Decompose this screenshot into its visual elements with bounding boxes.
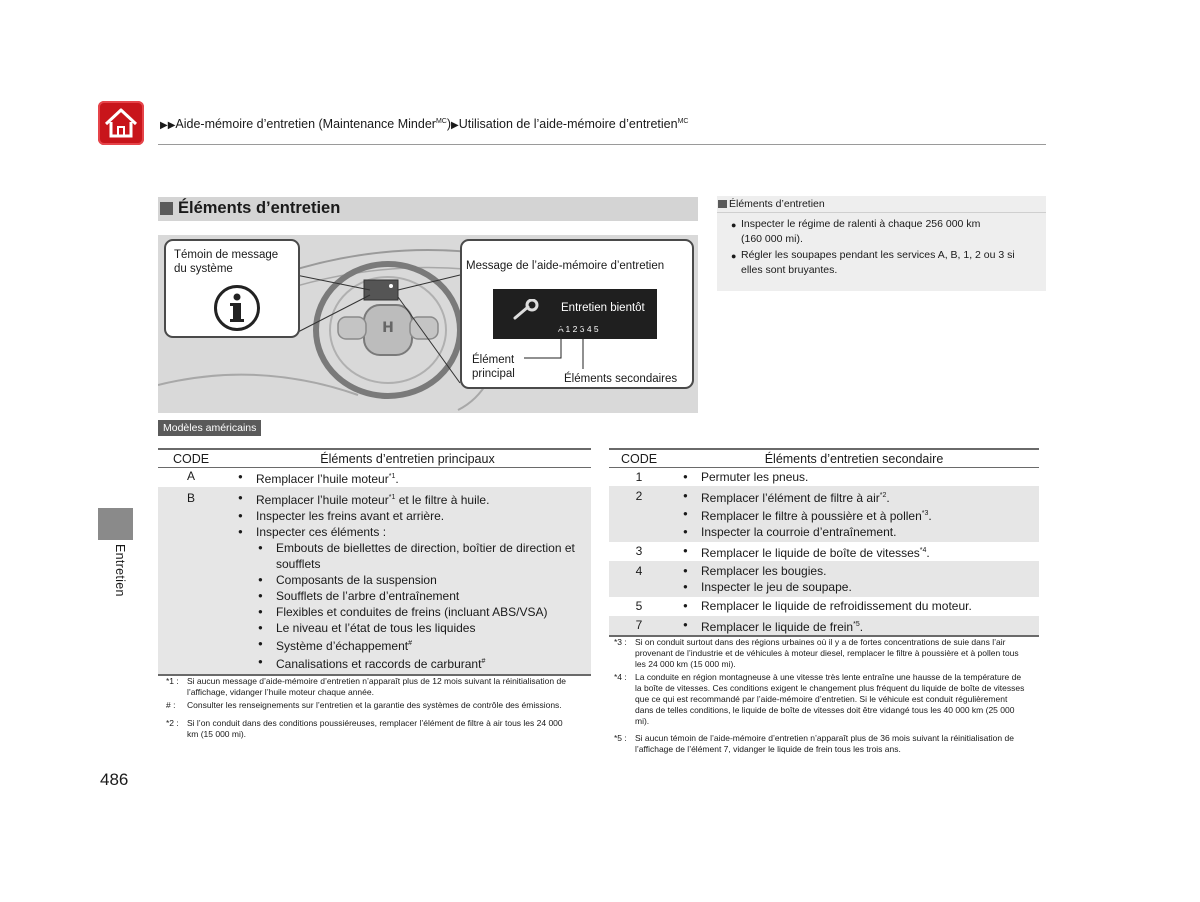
secondary-items-table [609,448,1039,637]
side-note-item: Inspecter le régime de ralenti à chaque 256 000 km (160 000 mi). [741,218,981,245]
list-item: ● Remplacer le liquide de frein$^{*5}$. [669,617,1039,635]
maintenance-message-callout: Message de l’aide-mémoire d’entretien Élément principal Éléments secondaires [460,239,694,389]
bullet-icon: ● [731,251,737,261]
list-item: ● Remplacer l’huile moteur$^{*1}$. [224,469,591,487]
list-item: ● Inspecter les freins avant et arrière. [224,508,591,524]
table-row: 3 ● Remplacer le liquide de boîte de vitesses$^{*4}$. [609,542,1039,561]
table-row: 4 ● Remplacer les bougies. ● Inspecter le jeu de soupape. [609,561,1039,597]
home-icon [98,101,144,145]
header-divider [158,144,1046,145]
chapter-tab-label: Entretien [113,544,127,597]
display-message: Entretien bientôt [561,302,645,314]
svg-text:H: H [382,320,394,336]
breadcrumb-arrow-icon: ▶ [451,120,459,131]
callout-pointer-lines [158,235,698,413]
list-item: ● Remplacer le liquide de refroidissement du moteur. [669,598,1039,614]
note-marker-icon [718,200,727,208]
secondary-items-label: Éléments secondaires [564,373,678,385]
table-row: 2 ● Remplacer l’élément de filtre à air$^{*2}$. ● Remplacer le filtre à poussière et à pollen$^{*3}$. ● Inspecter la courroie d’entraînement. [609,486,1039,542]
column-header-code: CODE [609,449,669,468]
list-item: ● Remplacer l’huile moteur$^{*1}$ et le filtre à huile. [224,490,591,508]
page-number: 486 [100,770,129,789]
table-header-row [158,449,591,468]
list-item: ● Inspecter ces éléments : [224,524,591,540]
models-tag: Modèles américains [158,420,261,436]
sub-list-item: ● Canalisations et raccords de carburant# [224,654,591,672]
sub-list-item: ● Flexibles et conduites de freins (incluant ABS/VSA) [224,604,591,620]
sub-list-item: ● Composants de la suspension [224,572,591,588]
list-item: ● Remplacer le filtre à poussière et à pollen$^{*3}$. [669,506,1039,524]
column-header-items: Éléments d’entretien principaux [224,449,591,468]
display-codes: A 1 2 3 4 5 [558,324,599,334]
bullet-icon: ● [731,220,737,230]
sub-list-item: ● Système d’échappement# [224,636,591,654]
sub-list-item: ● Le niveau et l’état de tous les liquides [224,620,591,636]
section-marker [160,202,173,215]
table-row: 7 ● Remplacer le liquide de frein$^{*5}$. [609,616,1039,636]
home-button[interactable] [98,101,144,145]
breadcrumb[interactable]: ▶▶Aide-mémoire d’entretien (Maintenance Minder$^{MC}$)▶Utilisation de l’aide-mémoire d’entretien$^{MC}$ [160,117,689,131]
list-item: ● Inspecter le jeu de soupape. [669,579,1039,595]
side-note-title: Éléments d’entretien [729,198,825,210]
list-item: ● Remplacer le liquide de boîte de vitesses$^{*4}$. [669,543,1039,561]
side-note-item: Régler les soupapes pendant les services A, B, 1, 2 ou 3 si elles sont bruyantes. [741,249,1015,276]
list-item: ● Remplacer les bougies. [669,563,1039,579]
table-row: B ● Remplacer l’huile moteur$^{*1}$ et le filtre à huile. ● Inspecter les freins avant et arrière. ● Inspecter ces éléments : ● Embouts de biellettes de direction, boîtier de direction et soufflets ● Composants de la suspension ● Soufflets de l’arbre d’entraînement ● Flexibles et conduites de freins (incluant ABS/VSA) ● Le niveau et l’état de tous les liquides ● Système d’échappement# ● Canalisations et raccords de carburant# [158,487,591,675]
list-item: ● Permuter les pneus. [669,469,1039,485]
table-row: A ● Remplacer l’huile moteur$^{*1}$. [158,468,591,488]
list-item: ● Inspecter la courroie d’entraînement. [669,524,1039,540]
column-header-code: CODE [158,449,224,468]
system-message-callout: Témoin de message du système [164,239,300,338]
table-row: 1 ● Permuter les pneus. [609,468,1039,486]
table-header-row [609,449,1039,468]
list-item: ● Remplacer l’élément de filtre à air$^{*2}$. [669,488,1039,506]
section-title: Éléments d’entretien [178,199,341,217]
sub-list-item: ● Embouts de biellettes de direction, boîtier de direction et soufflets [224,540,591,572]
main-items-table [158,448,591,676]
breadcrumb-arrow-icon: ▶▶ [160,120,176,131]
column-header-items: Éléments d’entretien secondaire [669,449,1039,468]
dashboard-figure [158,235,698,413]
table-row: 5 ● Remplacer le liquide de refroidissement du moteur. [609,597,1039,616]
chapter-tab[interactable] [98,508,133,540]
sub-list-item: ● Soufflets de l’arbre d’entraînement [224,588,591,604]
